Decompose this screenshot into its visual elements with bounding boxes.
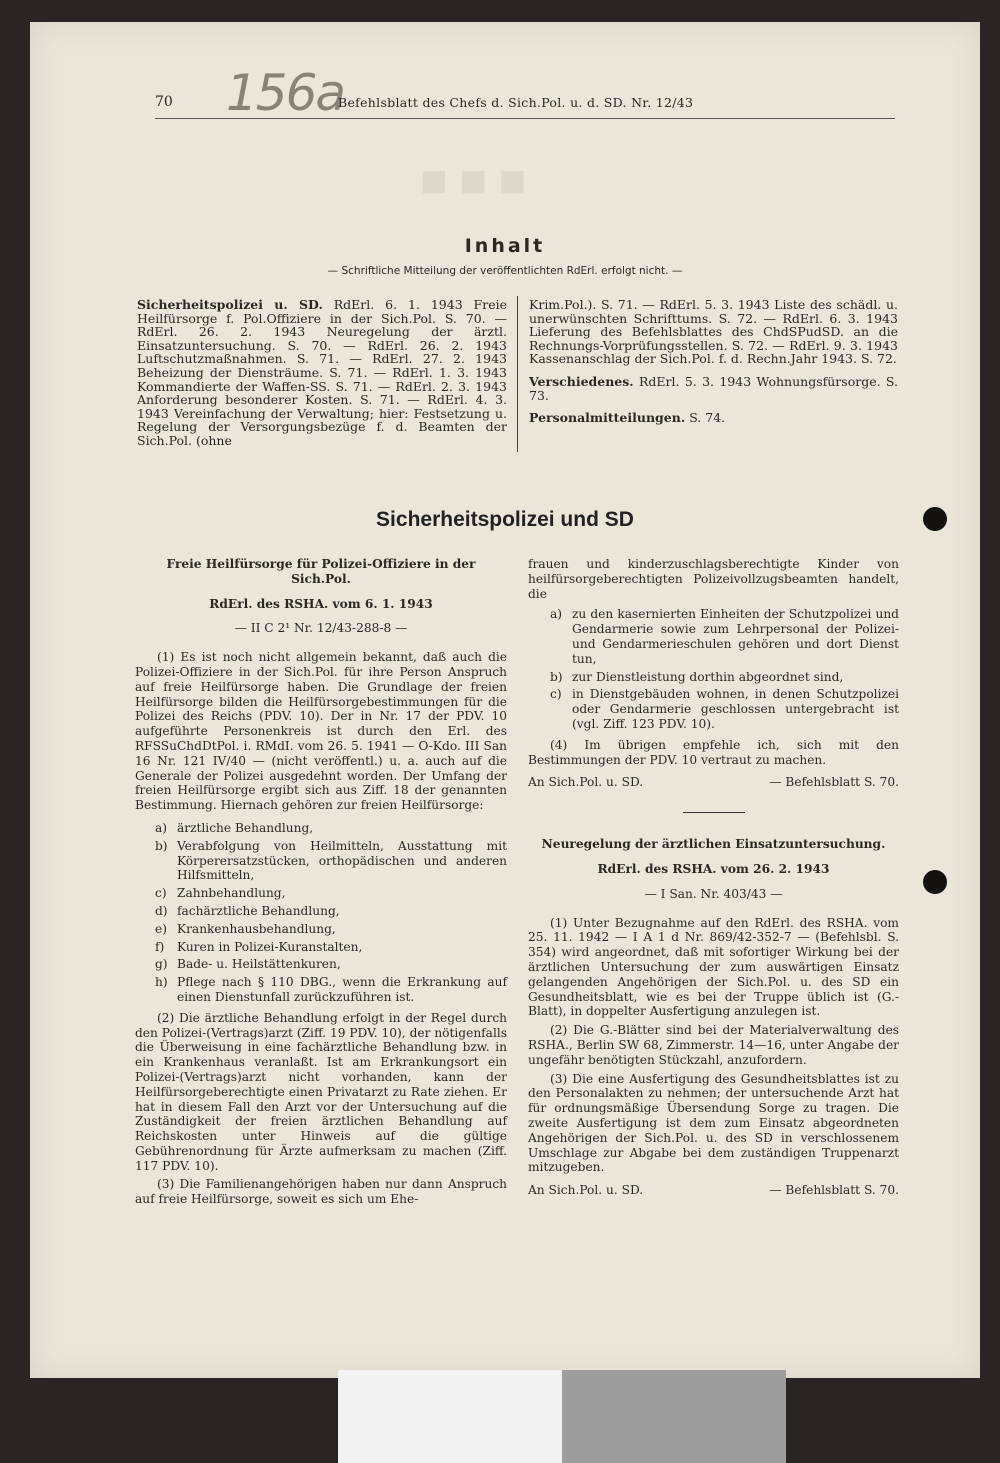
article1-reference: — II C 2¹ Nr. 12/43-288-8 — [234,621,408,636]
article2-title: Neuregelung der ärztlichen Einsatzuntersuchung. [541,837,886,852]
article2-source: — Befehlsblatt S. 70. [769,1183,899,1198]
article1-recipient: An Sich.Pol. u. SD. [528,775,644,790]
toc-label-security-police: Sicherheitspolizei u. SD. [137,297,323,312]
article2-decree: RdErl. des RSHA. vom 26. 2. 1943 [597,861,830,876]
contents-heading: Inhalt [464,235,546,257]
article1-list-2 [550,607,899,731]
list-item: h) Pflege nach § 110 DBG., wenn die Erkrankung auf einen Dienstunfall zurückzuführen ist. [155,975,507,1004]
contents-note: — Schriftliche Mitteilung der veröffentlichten RdErl. erfolgt nicht. — [327,265,683,277]
right-column [528,557,899,1198]
calibration-gray-patch [562,1370,786,1463]
section-title: Sicherheitspolizei und SD [376,508,634,531]
article1-title: Freie Heilfürsorge für Polizei-Offiziere in der Sich.Pol. [166,557,476,586]
article1-paragraph-3: (3) Die Familienangehörigen haben nur dann Anspruch auf freie Heilfürsorge, soweit es sich um Ehe- [135,1177,507,1207]
list-item: e) Krankenhausbehandlung, [155,921,336,936]
list-item: a) ärztliche Behandlung, [155,820,314,835]
contents-right-column [529,298,898,434]
article2-paragraph-2: (2) Die G.-Blätter sind bei der Materialverwaltung des RSHA., Berlin SW 68, Zimmerstr. 14—16, unter Angabe der ungefähr benötigten Stückzahl, anzufordern. [528,1023,899,1067]
article1-decree: RdErl. des RSHA. vom 6. 1. 1943 [209,596,433,611]
article1-paragraph-1: (1) Es ist noch nicht allgemein bekannt, daß auch die Polizei-Offiziere in der Sich.Pol. für ihre Person Anspruch auf freie Heilfürsorge haben. Die Grundlage der freien Heilfürsorge bilden die Heilfürsorgebestimmungen für die Polizei des Reichs (PDV. 10). Der in Nr. 17 der PDV. 10 aufgeführte Personenkreis ist durch den Erl. des RFSSuChdDtPol. i. RMdI. vom 26. 5. 1941 — O-Kdo. III San 16 Nr. 121 IV/40 — (nicht veröffentl.) u. a. auch auf die Generale der Polizei ausgedehnt worden. Der Umfang der freien Heilfürsorge ergibt sich aus Ziff. 18 der genannten Bestimmung. Hiernach gehören zur freien Heilfürsorge: [135,650,507,813]
toc-misc-text: RdErl. 5. 3. 1943 Wohnungsfürsorge. S. 73. [529,373,898,403]
article1-list [155,821,507,1005]
handwritten-annotation: 156a [226,64,345,122]
list-item: c) in Dienstgebäuden wohnen, in denen Schutzpolizei oder Gendarmerie geschlossen untergebracht ist (vgl. Ziff. 123 PDV. 10). [550,687,899,731]
article-divider [683,812,745,813]
toc-label-personnel: Personalmitteilungen. [529,410,686,426]
toc-left-text: RdErl. 6. 1. 1943 Freie Heilfürsorge f. Pol.Offiziere in der Sich.Pol. S. 70. — RdErl. 26. 2. 1943 Neuregelung der ärztl. Einsatzuntersuchung. S. 70. — RdErl. 26. 2. 1943 Luftschutzmaßnahmen. S. 71. — RdErl. 27. 2. 1943 Beheizung der Diensträume. S. 71. — RdErl. 1. 3. 1943 Kommandierte der Waffen-SS. S. 71. — RdErl. 2. 3. 1943 Anforderung besonderer Kosten. S. 71. — RdErl. 4. 3. 1943 Vereinfachung der Verwaltung; hier: Festsetzung u. Regelung der Versorgungsbezüge f. d. Beamten der Sich.Pol. (ohne [137,297,508,448]
article2-paragraph-3: (3) Die eine Ausfertigung des Gesundheitsblattes ist zu den Personalakten zu nehmen; der untersuchende Arzt hat für ordnungsmäßige Übersendung Sorge zu tragen. Die zweite Ausfertigung ist dem zum Einsatz abgeordneten Angehörigen der Sich.Pol. u. des SD in verschlossenem Umschlage zur Abgabe bei dem zuständigen Truppenarzt mitzugeben. [528,1071,899,1175]
article1-paragraph-3-continued: frauen und kinderzuschlagsberechtigte Kinder von heilfürsorgeberechtigten Polizeivollzugsbeamten handelt, die [528,557,899,601]
list-item: a) zu den kasernierten Einheiten der Schutzpolizei und Gendarmerie sowie zum Lehrpersonal der Polizei- und Gendarmerieschulen gehören und dort Dienst tun, [550,607,899,666]
header-rule [155,118,895,119]
contents-divider [517,296,518,452]
page-number: 70 [155,94,173,110]
article1-paragraph-2: (2) Die ärztliche Behandlung erfolgt in der Regel durch den Polizei-(Vertrags)arzt (Ziff. 19 PDV. 10), der nötigenfalls die Überweisung in eine fachärztliche Behandlung bzw. in ein Krankenhaus veranlaßt. Ist am Erkrankungsort ein Polizei-(Vertrags)arzt nicht vorhanden, kann der Heilfürsorgeberechtigte einen Privatarzt zu Rate ziehen. Er hat in diesem Fall den Arzt vor der Untersuchung auf die Zuständigkeit der freien ärztlichen Behandlung auf Reichskosten unter Hinweis auf die gültige Gebührenordnung für Ärzte aufmerksam zu machen (Ziff. 117 PDV. 10). [135,1010,507,1173]
list-item: d) fachärztliche Behandlung, [155,903,340,918]
toc-personnel-text: S. 74. [689,410,726,426]
show-through-text: ■ ■ ■ [420,155,527,206]
document-page [30,22,980,1378]
article2-reference: — I San. Nr. 403/43 — [644,886,783,901]
list-item: c) Zahnbehandlung, [155,886,286,901]
article1-paragraph-4: (4) Im übrigen empfehle ich, sich mit den Bestimmungen der PDV. 10 vertraut zu machen. [528,737,899,767]
list-item: b) Verabfolgung von Heilmitteln, Ausstattung mit Körperersatzstücken, orthopädischen und anderen Hilfsmitteln, [155,838,507,883]
punch-hole [923,870,947,894]
article2-signature-line [528,1183,899,1198]
contents-left-column [137,298,507,457]
left-column [135,557,507,1211]
toc-label-misc: Verschiedenes. [529,373,634,389]
list-item: g) Bade- u. Heilstättenkuren, [155,957,341,972]
toc-right-text: Krim.Pol.). S. 71. — RdErl. 5. 3. 1943 Liste des schädl. u. unerwünschten Schrifttums. S. 72. — RdErl. 6. 3. 1943 Lieferung des Befehlsblattes des ChdSPudSD. an die Rechnungs-Vorprüfungsstellen. S. 72. — RdErl. 9. 3. 1943 Kassenanschlag der Sich.Pol. f. d. Rechn.Jahr 1943. S. 72. [529,297,898,367]
list-item: b) zur Dienstleistung dorthin abgeordnet sind, [550,669,844,684]
list-item: f) Kuren in Polizei-Kuranstalten, [155,939,363,954]
article1-source: — Befehlsblatt S. 70. [769,775,899,790]
running-title: Befehlsblatt des Chefs d. Sich.Pol. u. d. SD. Nr. 12/43 [338,95,694,110]
punch-hole [923,507,947,531]
calibration-white-patch [338,1370,562,1463]
article1-signature-line [528,775,899,790]
article2-recipient: An Sich.Pol. u. SD. [528,1183,644,1198]
article2-paragraph-1: (1) Unter Bezugnahme auf den RdErl. des RSHA. vom 25. 11. 1942 — I A 1 d Nr. 869/42-352-7 — (Befehlsbl. S. 354) wird angeordnet, daß mit sofortiger Wirkung bei der ärztlichen Untersuchung der zum auswärtigen Einsatz gelangenden Angehörigen der Sich.Pol. u. des SD ein Gesundheitsblatt, wie es bei der Truppe üblich ist (G.-Blatt), in doppelter Ausfertigung anzulegen ist. [528,915,899,1019]
